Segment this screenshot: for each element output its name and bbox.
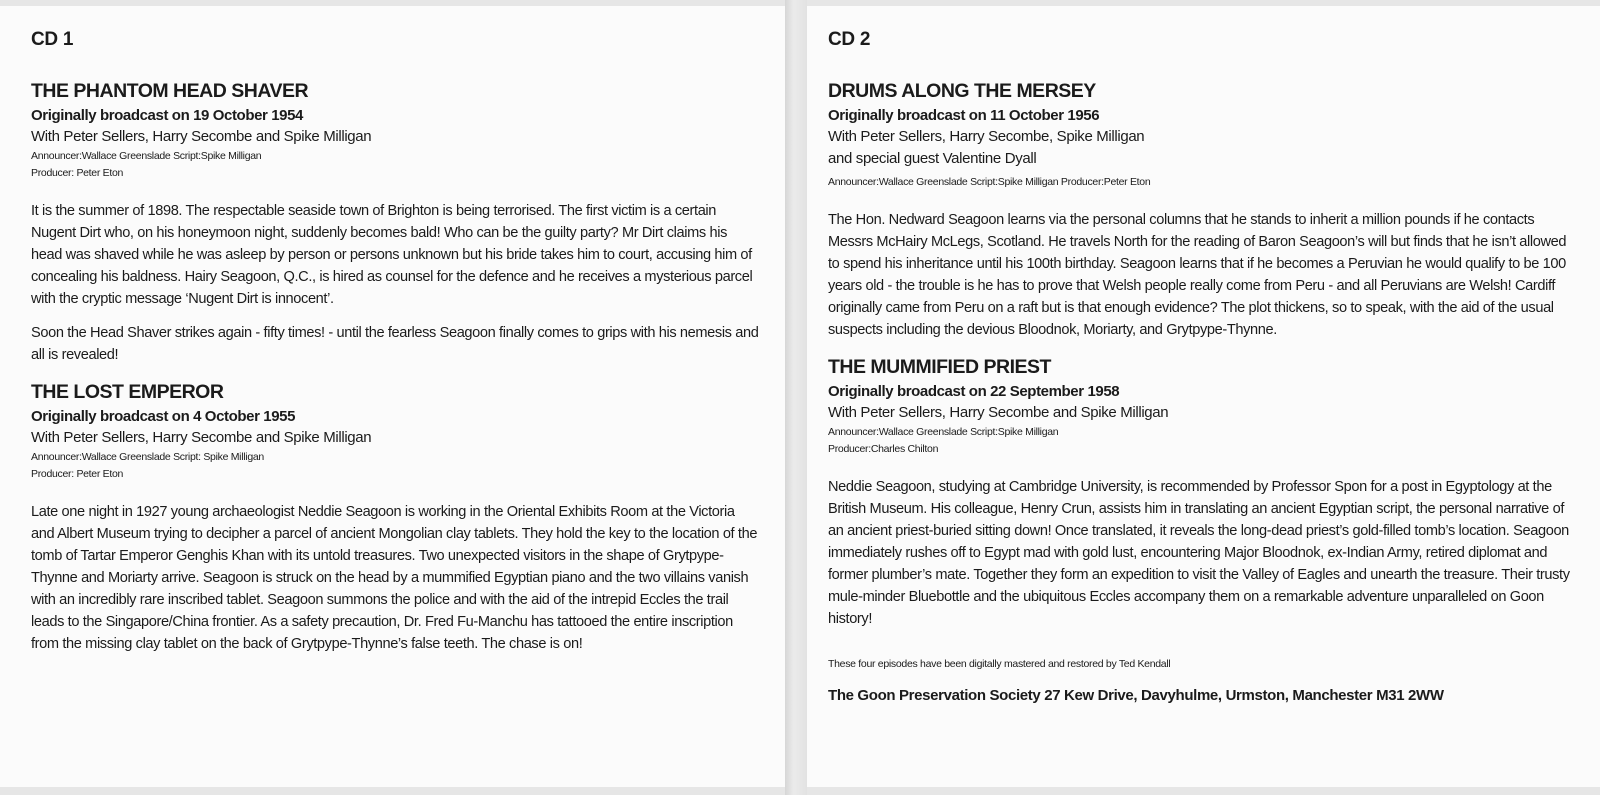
producer-line: Producer: Peter Eton <box>31 167 124 179</box>
synopsis-paragraph: The Hon. Nedward Seagoon learns via the personal columns that he stands to inherit a million pounds if he contacts Messrs McHairy McLegs, Scotland. He travels North for the reading of Baron Seagoon’s will but finds that he isn’t allowed to spend his inheritance until his 100th birthday. Seagoon learns that if he becomes a Peruvian he would qualify to be 100 years old - the trouble is he has to prove that Welsh people really come from Peru - and all Peruvians are Welsh! Cardiff originally came from Peru on a raft but is that enough evidence? The plot thickens, so to speak, with the aid of the usual suspects including the devious Bloodnok, Moriarty, and Grytpype-Thynne. <box>828 212 1567 338</box>
episode-phantom-head-shaver <box>31 79 761 366</box>
synopsis-paragraph: It is the summer of 1898. The respectable seaside town of Brighton is being terrorised. The first victim is a certain Nugent Dirt who, on his honeymoon night, suddenly becomes bald! Who can be the guilty party? Mr Dirt claims his head was shaved while he was asleep by person or persons unknown but his bride takes him to court, accusing him of concealing his baldness. Hairy Seagoon, Q.C., is hired as counsel for the defence and he receives a mysterious parcel with the cryptic message ‘Nugent Dirt is innocent’. <box>31 203 753 307</box>
episode-title: THE PHANTOM HEAD SHAVER <box>31 80 309 102</box>
credits-line: Announcer:Wallace Greenslade Script:Spike Milligan Producer:Peter Eton <box>828 176 1151 188</box>
credits-line: Announcer:Wallace Greenslade Script:Spike Milligan <box>31 150 262 162</box>
broadcast-date: Originally broadcast on 11 October 1956 <box>828 107 1100 124</box>
broadcast-date: Originally broadcast on 22 September 1958 <box>828 383 1120 400</box>
episode-lost-emperor <box>31 380 761 655</box>
episode-title: THE MUMMIFIED PRIEST <box>828 356 1051 378</box>
society-address: The Goon Preservation Society 27 Kew Drive, Davyhulme, Urmston, Manchester M31 2WW <box>828 687 1444 704</box>
episode-mummified-priest <box>828 355 1576 630</box>
episode-drums-along-the-mersey <box>828 79 1576 341</box>
credits-line: Announcer:Wallace Greenslade Script:Spike Milligan <box>828 426 1059 438</box>
episode-title: THE LOST EMPEROR <box>31 381 224 403</box>
episode-title: DRUMS ALONG THE MERSEY <box>828 80 1096 102</box>
cast-line: With Peter Sellers, Harry Secombe and Spike Milligan <box>31 128 372 145</box>
producer-line: Producer: Peter Eton <box>31 468 124 480</box>
cd2-label: CD 2 <box>828 29 871 50</box>
synopsis-paragraph: Neddie Seagoon, studying at Cambridge University, is recommended by Professor Spon for a post in Egyptology at the British Museum. His colleague, Henry Crun, assists him in translating an ancient Egyptian script, the personal narrative of an ancient priest-buried sitting down! Once translated, it reveals the long-dead priest’s gold-filled tomb’s location. Seagoon immediately rushes off to Egypt mad with gold lust, encountering Major Bloodnok, ex-Indian Army, retired diplomat and former plumber’s mate. Together they form an expedition to visit the Valley of Eagles and unearth the treasure. Their trusty mule-minder Bluebottle and the ubiquitous Eccles accompany them on a remarkable adventure unparalleled on Goon history! <box>828 479 1570 627</box>
synopsis-paragraph: Soon the Head Shaver strikes again - fifty times! - until the fearless Seagoon finally comes to grips with his nemesis and all is revealed! <box>31 325 759 363</box>
credits-line: Announcer:Wallace Greenslade Script: Spike Milligan <box>31 451 264 463</box>
cd2-panel <box>807 6 1600 787</box>
booklet-fold <box>785 0 807 795</box>
cd1-label: CD 1 <box>31 29 74 50</box>
restoration-note: These four episodes have been digitally mastered and restored by Ted Kendall <box>828 658 1171 670</box>
broadcast-date: Originally broadcast on 19 October 1954 <box>31 107 304 124</box>
cast-line: With Peter Sellers, Harry Secombe and Spike Milligan <box>828 404 1169 421</box>
guest-line: and special guest Valentine Dyall <box>828 150 1037 167</box>
synopsis-paragraph: Late one night in 1927 young archaeologist Neddie Seagoon is working in the Oriental Exhibits Room at the Victoria and Albert Museum trying to decipher a parcel of ancient Mongolian clay tablets. They hold the key to the location of the tomb of Tartar Emperor Genghis Khan with its untold treasures. Two unexpected visitors in the shape of Grytpype-Thynne and Moriarty arrive. Seagoon is struck on the head by a mummified Egyptian piano and the two villains vanish with an incredibly rare inscribed tablet. Seagoon summons the police and with the aid of the intrepid Eccles the trail leads to the Singapore/China frontier. As a safety precaution, Dr. Fred Fu-Manchu has tattooed the entire inscription from the missing clay tablet on the back of Grytpype-Thynne’s false teeth. The chase is on! <box>31 504 758 652</box>
cast-line: With Peter Sellers, Harry Secombe and Spike Milligan <box>31 429 372 446</box>
cast-line: With Peter Sellers, Harry Secombe, Spike Milligan <box>828 128 1145 145</box>
cd1-panel <box>0 6 785 787</box>
producer-line: Producer:Charles Chilton <box>828 443 939 455</box>
broadcast-date: Originally broadcast on 4 October 1955 <box>31 408 296 425</box>
